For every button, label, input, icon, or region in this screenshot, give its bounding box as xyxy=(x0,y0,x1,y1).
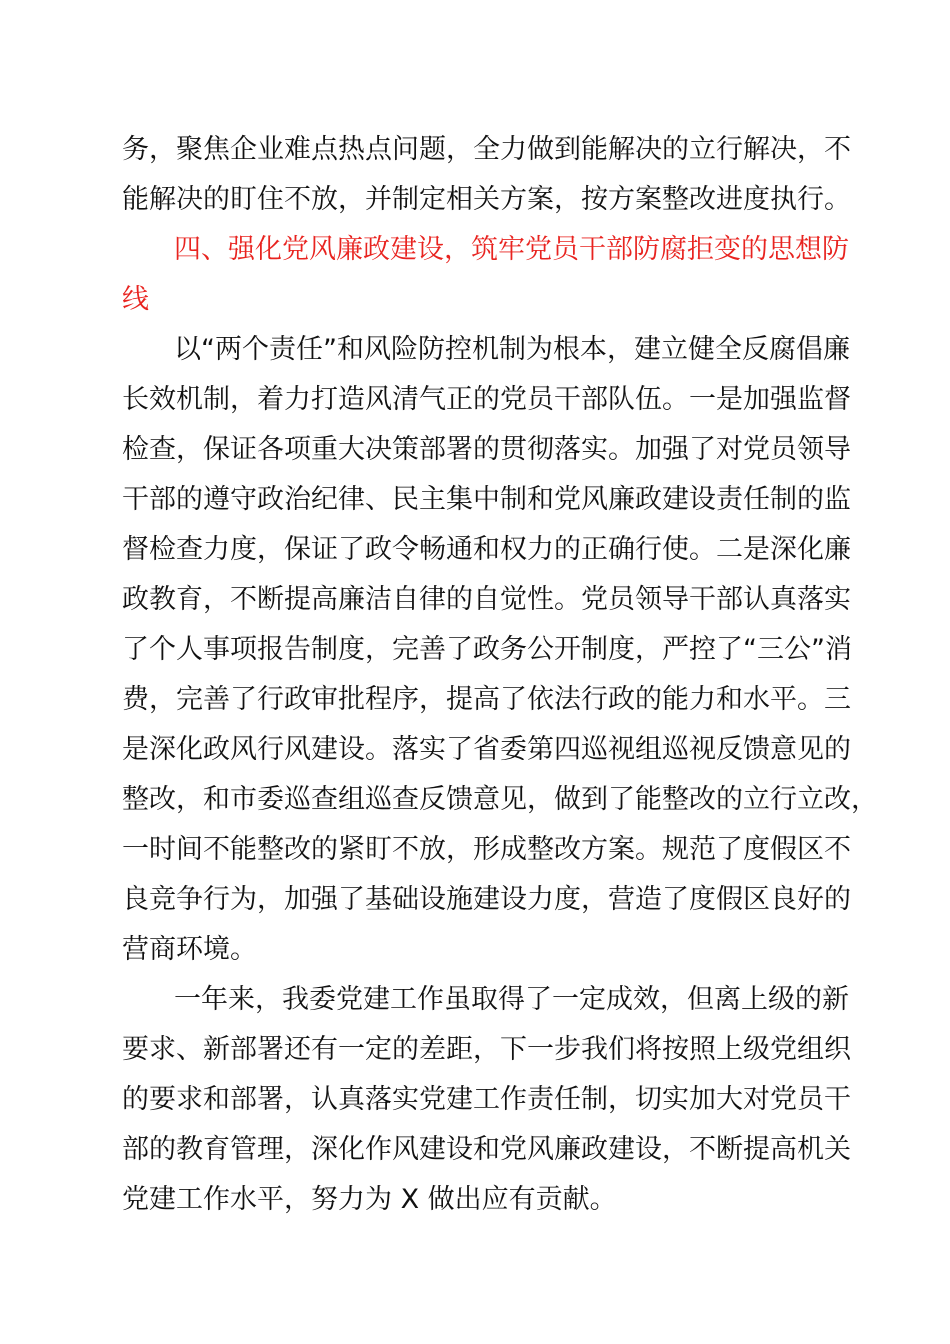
paragraph-line: 是深化政风行风建设。落实了省委第四巡视组巡视反馈意见的 xyxy=(122,734,851,765)
paragraph-line: 以“两个责任”和风险防控机制为根本，建立健全反腐倡廉 xyxy=(174,334,850,365)
paragraph-line: 一年来，我委党建工作虽取得了一定成效，但离上级的新 xyxy=(174,984,849,1015)
paragraph-line: 部的教育管理，深化作风建设和党风廉政建设，不断提高机关 xyxy=(122,1134,851,1165)
paragraph-line: 干部的遵守政治纪律、民主集中制和党风廉政建设责任制的监 xyxy=(122,484,851,515)
paragraph-line: 政教育，不断提高廉洁自律的自觉性。党员领导干部认真落实 xyxy=(122,584,851,615)
paragraph-line: 督检查力度，保证了政令畅通和权力的正确行使。二是深化廉 xyxy=(122,534,851,565)
paragraph-line: 营商环境。 xyxy=(122,934,257,965)
paragraph-line: 务，聚焦企业难点热点问题，全力做到能解决的立行解决，不 xyxy=(122,134,851,165)
paragraph-line: 检查，保证各项重大决策部署的贯彻落实。加强了对党员领导 xyxy=(122,434,851,465)
paragraph-line: 整改，和市委巡查组巡查反馈意见，做到了能整改的立行立改， xyxy=(122,784,878,815)
paragraph-line: 一时间不能整改的紧盯不放，形成整改方案。规范了度假区不 xyxy=(122,834,851,865)
paragraph-line: 长效机制，着力打造风清气正的党员干部队伍。一是加强监督 xyxy=(122,384,851,415)
paragraph-line: 费，完善了行政审批程序，提高了依法行政的能力和水平。三 xyxy=(122,684,851,715)
section-heading: 四、强化党风廉政建设，筑牢党员干部防腐拒变的思想防 xyxy=(174,234,849,265)
paragraph-line: 了个人事项报告制度，完善了政务公开制度，严控了“三公”消 xyxy=(122,634,852,665)
paragraph-line: 良竞争行为，加强了基础设施建设力度，营造了度假区良好的 xyxy=(122,884,851,915)
section-heading: 线 xyxy=(122,284,149,315)
paragraph-line: 能解决的盯住不放，并制定相关方案，按方案整改进度执行。 xyxy=(122,184,851,215)
paragraph-line: 要求、新部署还有一定的差距，下一步我们将按照上级党组织 xyxy=(122,1034,851,1065)
paragraph-line: 的要求和部署，认真落实党建工作责任制，切实加大对党员干 xyxy=(122,1084,851,1115)
paragraph-line: 党建工作水平，努力为 X 做出应有贡献。 xyxy=(122,1184,617,1215)
